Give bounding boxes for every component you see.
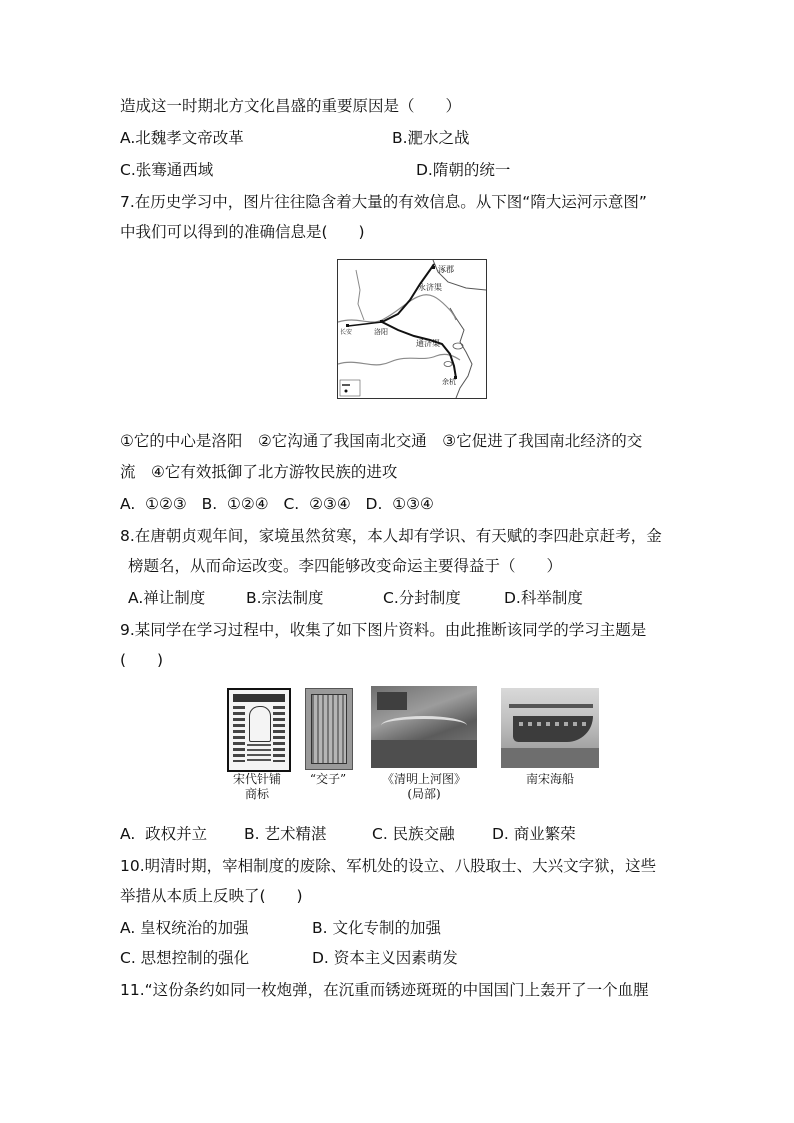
q6-option-a: A.北魏孝文帝改革: [120, 129, 244, 147]
q6-option-c: C.张骞通西域: [120, 161, 214, 179]
q10-stem-line1: 10.明清时期，宰相制度的废除、军机处的设立、八股取士、大兴文字狱，这些: [120, 857, 657, 875]
q10-option-d: D. 资本主义因素萌发: [312, 949, 458, 967]
q8-option-a: A.禅让制度: [128, 589, 206, 607]
q8-option-b: B.宗法制度: [246, 589, 324, 607]
lake-2: [444, 362, 452, 367]
caption-painting: 《清明上河图》 (局部): [381, 772, 466, 801]
painting-image: [371, 686, 477, 768]
q10-option-a: A. 皇权统治的加强: [120, 919, 249, 937]
label-yongji: 永济渠: [418, 283, 442, 292]
caption-banknote: “交子”: [309, 772, 347, 786]
caption-ship: 南宋海船: [525, 772, 574, 786]
caption-trademark: 宋代针铺 商标: [232, 772, 281, 801]
city-zhuojun-marker: [432, 266, 435, 269]
q9-option-c: C. 民族交融: [372, 825, 455, 843]
guangtong-canal: [348, 322, 382, 326]
q8-stem-line1: 8.在唐朝贞观年间，家境虽然贫寒，本人却有学识、有天赋的李四赴京赶考，金: [120, 527, 662, 545]
label-tongji: 通济渠: [416, 339, 440, 348]
label-zhuojun: 涿郡: [438, 265, 454, 274]
q9-option-a: A. 政权并立: [120, 825, 208, 843]
lake-1: [453, 343, 463, 349]
q6-stem: 造成这一时期北方文化昌盛的重要原因是（ ）: [120, 97, 462, 115]
grand-canal-map-svg: [338, 260, 486, 398]
city-changan-marker: [346, 324, 349, 327]
tongji-canal: [382, 322, 456, 378]
q7-stem-line1: 7.在历史学习中，图片往往隐含着大量的有效信息。从下图“隋大运河示意图”: [120, 193, 647, 211]
q9-option-b: B. 艺术精湛: [244, 825, 327, 843]
q6-option-b: B.淝水之战: [392, 129, 470, 147]
map-legend-box: [340, 380, 360, 396]
q9-stem-line2: ( ): [120, 651, 164, 669]
q7-options: A. ①②③ B. ①②④ C. ②③④ D. ①③④: [120, 495, 434, 513]
yellow-river: [338, 295, 456, 322]
yongji-canal: [382, 264, 434, 322]
q10-option-b: B. 文化专制的加强: [312, 919, 441, 937]
q8-option-d: D.科举制度: [504, 589, 583, 607]
q8-stem-line2: 榜题名，从而命运改变。李四能够改变命运主要得益于（ ）: [128, 557, 563, 575]
yangtze-river: [338, 354, 460, 365]
q9-stem-line1: 9.某同学在学习过程中，收集了如下图片资料。由此推断该同学的学习主题是: [120, 621, 647, 639]
q7-stem-line2: 中我们可以得到的准确信息是( ): [120, 223, 365, 241]
q9-option-d: D. 商业繁荣: [492, 825, 576, 843]
q7-statements-line2: 流 ④它有效抵御了北方游牧民族的进攻: [120, 463, 398, 481]
q11-stem-line1: 11.“这份条约如同一枚炮弹，在沉重而锈迹斑斑的中国国门上轰开了一个血腥: [120, 981, 649, 999]
banknote-image: [305, 688, 353, 770]
map-legend-dot: [345, 390, 348, 393]
q10-option-c: C. 思想控制的强化: [120, 949, 250, 967]
river-branch: [356, 270, 364, 320]
label-yuhang: 余杭: [442, 378, 456, 386]
q6-option-d: D.隋朝的统一: [416, 161, 511, 179]
grand-canal-map: [337, 259, 487, 399]
ship-image: [501, 688, 599, 768]
q10-stem-line2: 举措从本质上反映了( ): [120, 887, 303, 905]
q7-statements-line1: ①它的中心是洛阳 ②它沟通了我国南北交通 ③它促进了我国南北经济的交: [120, 432, 643, 450]
label-changan: 长安: [340, 329, 353, 336]
trademark-image: [227, 688, 291, 772]
q8-option-c: C.分封制度: [383, 589, 461, 607]
city-luoyang-marker: [380, 320, 383, 323]
label-luoyang: 洛阳: [374, 328, 388, 336]
